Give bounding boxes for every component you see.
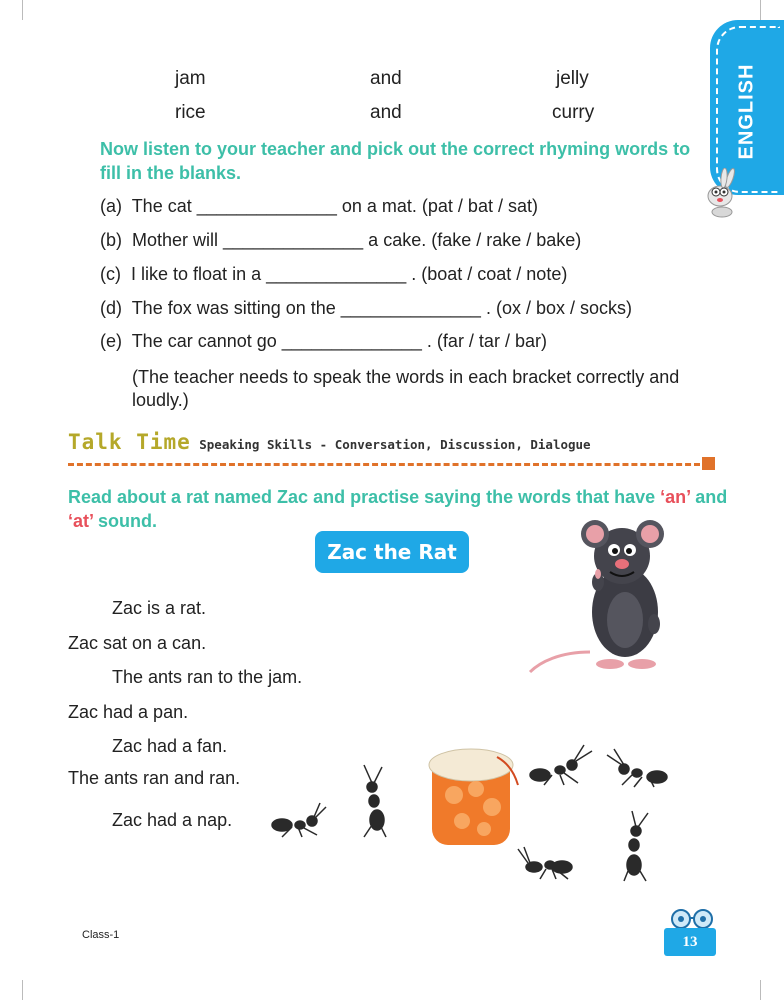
story-title: Zac the Rat (327, 540, 457, 564)
an-sound: ‘an’ (660, 487, 691, 507)
exercise-item (100, 264, 567, 285)
ants-jam-illustration (262, 725, 682, 885)
jam-jar-icon (429, 749, 518, 845)
talk-time-heading (68, 430, 591, 454)
item-text: Mother will ______________ a cake. (fake / rake / bake) (132, 230, 582, 250)
item-marker: (c) (100, 264, 121, 284)
story-line: The ants ran to the jam. (112, 667, 303, 687)
item-marker: (b) (100, 230, 122, 250)
rhyme-connector: and (370, 68, 402, 89)
ant-icon (364, 765, 386, 837)
story-title-badge (315, 531, 469, 573)
glasses-icon (668, 908, 718, 930)
ant-icon (272, 803, 326, 837)
story-line: Zac sat on a can. (68, 633, 207, 653)
ant-icon (518, 847, 572, 879)
crop-mark (760, 0, 761, 20)
story-line: The ants ran and ran. (68, 768, 241, 788)
exercise-item (100, 230, 581, 251)
talk-time-title: Talk Time (68, 430, 191, 454)
ant-icon (624, 811, 648, 881)
crop-mark (22, 0, 23, 20)
english-label: ENGLISH (735, 63, 758, 160)
rat-illustration (520, 512, 690, 680)
exercise-item (100, 331, 547, 352)
item-marker: (d) (100, 298, 122, 318)
exercise-item (100, 196, 538, 217)
divider-end-square (702, 457, 715, 470)
exercise-item (100, 298, 632, 319)
instruction-rhyming: Now listen to your teacher and pick out the correct rhyming words to fill in the blanks. (100, 139, 691, 183)
teacher-note: (The teacher needs to speak the words in each bracket correctly and loudly.) (132, 367, 680, 410)
item-marker: (e) (100, 331, 122, 351)
item-text: I like to float in a ______________ . (boat / coat / note) (131, 264, 568, 284)
rhyme-connector: and (370, 102, 402, 123)
item-marker: (a) (100, 196, 122, 216)
ant-icon (530, 745, 592, 785)
item-text: The fox was sitting on the ______________ . (ox / box / socks) (131, 298, 632, 318)
at-sound: ‘at’ (68, 511, 94, 531)
rhyme-word: jelly (556, 68, 589, 89)
item-text: The cat ______________ on a mat. (pat / bat / sat) (131, 196, 538, 216)
item-text: The car cannot go ______________ . (far / tar / bar) (131, 331, 547, 351)
story-line: Zac is a rat. (112, 598, 207, 618)
story-line: Zac had a nap. (112, 810, 233, 830)
ant-icon (607, 749, 667, 787)
instruction-story: Read about a rat named Zac and practise saying the words that have ‘an’ and ‘at’ sound. (68, 487, 728, 531)
crop-mark (22, 980, 23, 1000)
story-line: Zac had a pan. (68, 702, 189, 722)
rhyme-word: rice (175, 102, 206, 123)
page-number: 13 (682, 934, 698, 950)
class-label: Class-1 (82, 929, 120, 941)
rhyme-word: curry (552, 102, 595, 123)
crop-mark (760, 980, 761, 1000)
page-number-badge (664, 928, 716, 956)
section-divider (68, 463, 700, 466)
talk-time-subtitle: Speaking Skills - Conversation, Discussion, Dialogue (199, 437, 591, 452)
story-line: Zac had a fan. (112, 736, 228, 756)
rhyme-word: jam (175, 68, 206, 89)
